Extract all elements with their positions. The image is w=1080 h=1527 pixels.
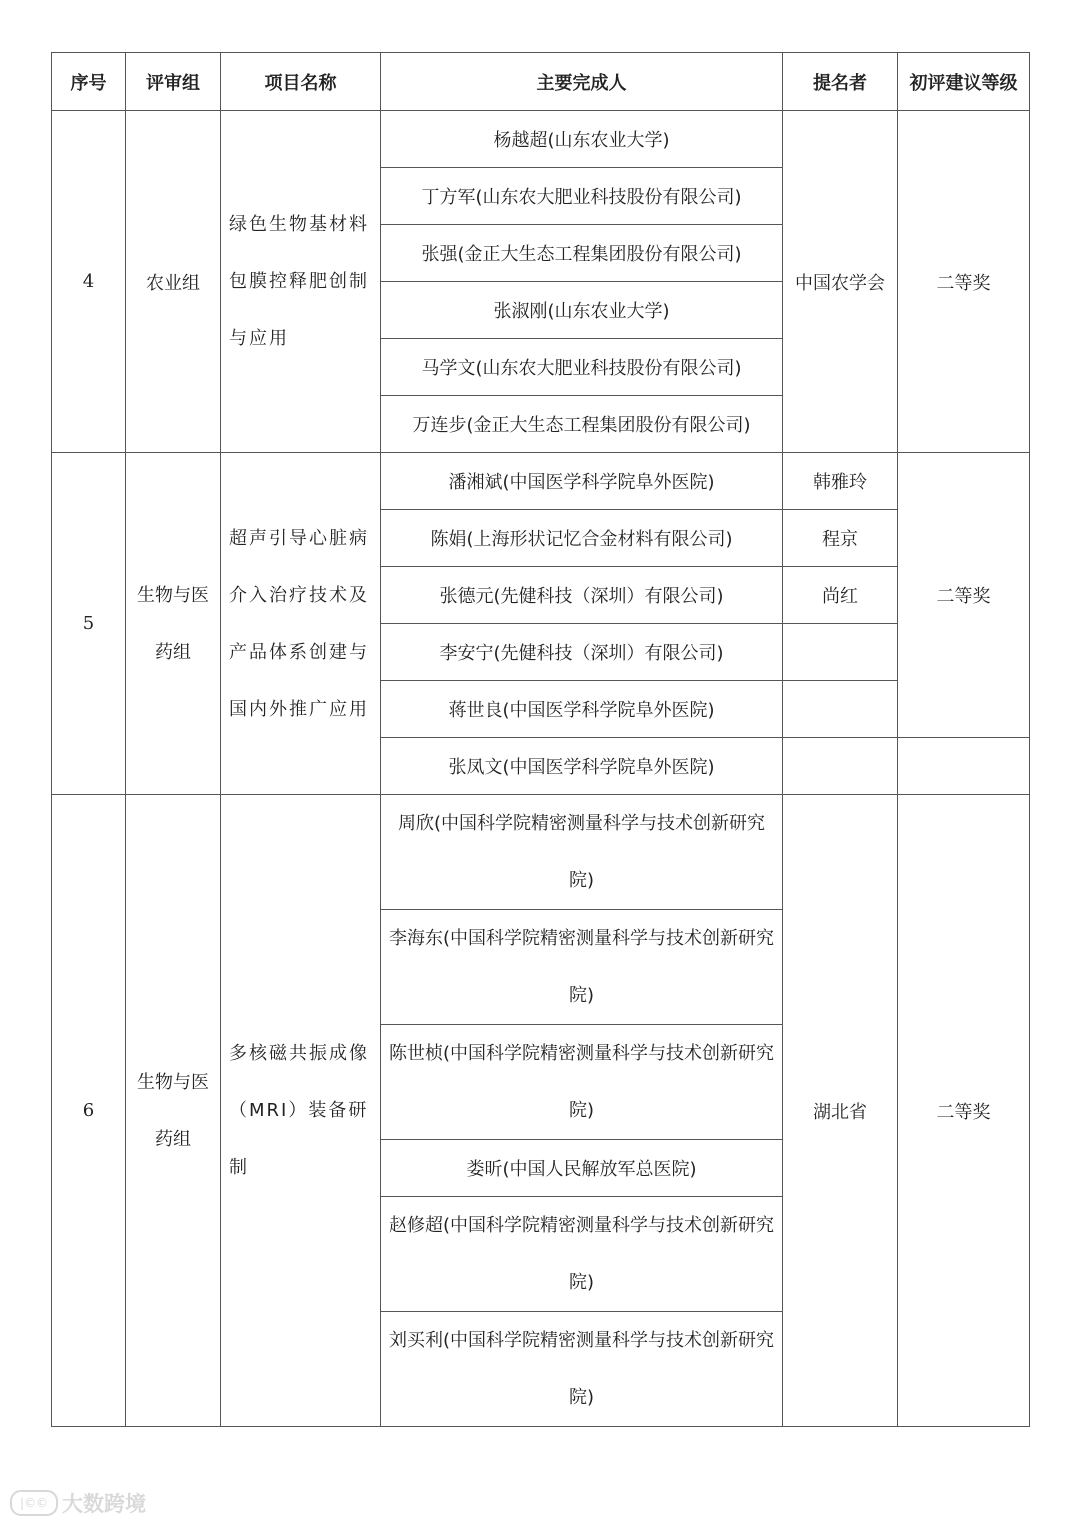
nominator: 湖北省 — [783, 795, 898, 1427]
contributor: 张淑刚(山东农业大学) — [381, 282, 783, 339]
nominator: 韩雅玲 — [783, 453, 898, 510]
project-no: 4 — [52, 111, 126, 453]
contributor: 陈娟(上海形状记忆合金材料有限公司) — [381, 510, 783, 567]
award-level-empty — [898, 738, 1030, 795]
contributor: 陈世桢(中国科学院精密测量科学与技术创新研究院) — [381, 1025, 783, 1140]
contributor: 李安宁(先健科技（深圳）有限公司) — [381, 624, 783, 681]
watermark-logo-icon: |©© — [10, 1490, 58, 1516]
contributor: 娄昕(中国人民解放军总医院) — [381, 1140, 783, 1197]
nominator: 中国农学会 — [783, 111, 898, 453]
header-row — [52, 53, 1030, 111]
contributor: 张强(金正大生态工程集团股份有限公司) — [381, 225, 783, 282]
project-no: 6 — [52, 795, 126, 1427]
table-row — [52, 453, 1030, 510]
contributor: 丁方军(山东农大肥业科技股份有限公司) — [381, 168, 783, 225]
award-table — [51, 52, 1030, 1427]
table-row — [52, 111, 1030, 168]
award-level: 二等奖 — [898, 453, 1030, 738]
header-main-contributors: 主要完成人 — [381, 53, 783, 111]
award-level: 二等奖 — [898, 111, 1030, 453]
contributor: 赵修超(中国科学院精密测量科学与技术创新研究院) — [381, 1197, 783, 1312]
nominator-empty — [783, 738, 898, 795]
contributor: 蒋世良(中国医学科学院阜外医院) — [381, 681, 783, 738]
project-group: 生物与医药组 — [126, 795, 221, 1427]
header-group: 评审组 — [126, 53, 221, 111]
contributor: 张凤文(中国医学科学院阜外医院) — [381, 738, 783, 795]
award-level: 二等奖 — [898, 795, 1030, 1427]
watermark — [10, 1488, 146, 1518]
project-no: 5 — [52, 453, 126, 795]
contributor: 潘湘斌(中国医学科学院阜外医院) — [381, 453, 783, 510]
contributor: 周欣(中国科学院精密测量科学与技术创新研究院) — [381, 795, 783, 910]
table-row — [52, 795, 1030, 910]
contributor: 张德元(先健科技（深圳）有限公司) — [381, 567, 783, 624]
header-no: 序号 — [52, 53, 126, 111]
contributor: 万连步(金正大生态工程集团股份有限公司) — [381, 396, 783, 453]
header-level: 初评建议等级 — [898, 53, 1030, 111]
nominator: 尚红 — [783, 567, 898, 624]
project-name: 超声引导心脏病介入治疗技术及产品体系创建与国内外推广应用 — [221, 453, 381, 795]
nominator-empty — [783, 624, 898, 681]
contributor: 马学文(山东农大肥业科技股份有限公司) — [381, 339, 783, 396]
project-name: 多核磁共振成像（MRI）装备研制 — [221, 795, 381, 1427]
contributor: 杨越超(山东农业大学) — [381, 111, 783, 168]
contributor: 刘买利(中国科学院精密测量科学与技术创新研究院) — [381, 1312, 783, 1427]
nominator: 程京 — [783, 510, 898, 567]
project-group: 农业组 — [126, 111, 221, 453]
project-group: 生物与医药组 — [126, 453, 221, 795]
nominator-empty — [783, 681, 898, 738]
header-nominator: 提名者 — [783, 53, 898, 111]
watermark-text: 大数跨境 — [62, 1492, 146, 1516]
project-name: 绿色生物基材料包膜控释肥创制与应用 — [221, 111, 381, 453]
header-project-name: 项目名称 — [221, 53, 381, 111]
contributor: 李海东(中国科学院精密测量科学与技术创新研究院) — [381, 910, 783, 1025]
